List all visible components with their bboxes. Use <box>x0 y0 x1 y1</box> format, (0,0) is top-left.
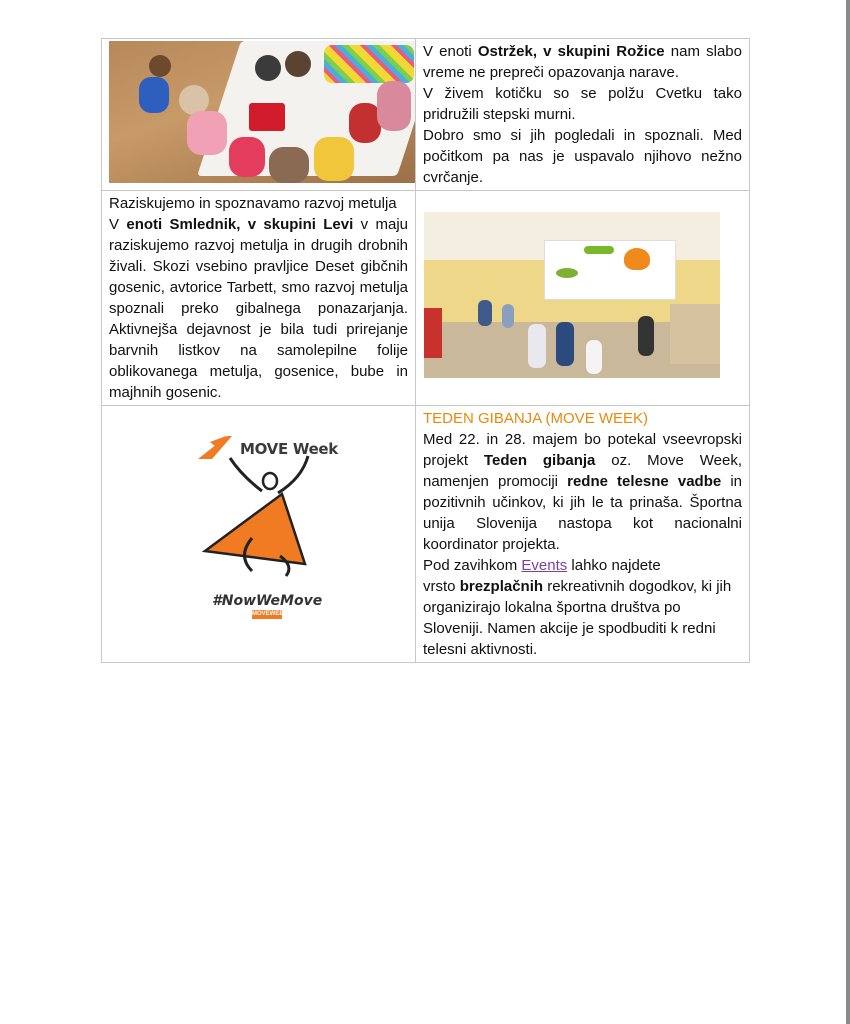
table-row <box>102 39 750 191</box>
paragraph: Med 22. in 28. majem bo potekal vseevropski projekt Teden gibanja oz. Move Week, namenjen promociji redne telesne vadbe in pozitivnih učinkov, ki jih le ta prinaša. Športna unija Slovenija nastopa kot nacionalni koordinator projekta. <box>423 431 742 553</box>
hashtag: #NowWeMove <box>212 593 323 609</box>
paragraph: vrsto brezplačnih rekreativnih dogodkov, ki jih organizirajo lokalna športna društva po Sloveniji. Namen akcije je spodbuditi k redni telesni aktivnosti. <box>423 578 732 658</box>
cell-moveweek-text <box>416 406 750 663</box>
photo-children-table <box>109 41 415 183</box>
paragraph: V enoti Smlednik, v skupini Levi v maju raziskujemo razvoj metulja in drugih drobnih živali. Skozi vsebino pravljice Deset gibčnih gosenic, avtorice Tarbett, smo razvoj metulja spoznali preko gibalnega ponazarjanja. Aktivnejša dejavnost je bila tudi prirejanje barvnih listkov na samolepilne folije oblikovanega metulja, gosenice, bube in majhnih gosenic. <box>109 216 408 401</box>
photo-classroom <box>424 212 720 378</box>
content-table <box>101 38 750 663</box>
table-row <box>102 406 750 663</box>
table-row <box>102 191 750 406</box>
cell-ostrzek-text <box>416 39 750 191</box>
paragraph: V enoti Ostržek, v skupini Rožice nam slabo vreme ne prepreči opazovanja narave. <box>423 43 742 81</box>
paragraph: V živem kotičku so se polžu Cvetku tako pridružili stepski murni. <box>423 85 742 123</box>
cell-photo-classroom <box>416 191 750 406</box>
paragraph: Dobro smo si jih pogledali in spoznali. Med počitkom pa nas je uspavalo njihovo nežno cvrčanje. <box>423 127 742 186</box>
moveweek-title: TEDEN GIBANJA (MOVE WEEK) <box>423 410 649 427</box>
moveweek-logo <box>102 406 415 656</box>
cell-moveweek-logo <box>102 406 416 663</box>
logo-url-badge: MOVEWEEK.EU <box>252 611 298 617</box>
cell-photo-children <box>102 39 416 191</box>
logo-title: MOVE Week <box>240 440 338 458</box>
page-edge <box>846 0 850 1024</box>
events-link[interactable]: Events <box>521 557 568 574</box>
cell-butterfly-text <box>102 191 416 406</box>
section-heading: Raziskujemo in spoznavamo razvoj metulja <box>109 195 397 212</box>
paragraph: Pod zavihkom Events lahko najdete <box>423 557 661 574</box>
